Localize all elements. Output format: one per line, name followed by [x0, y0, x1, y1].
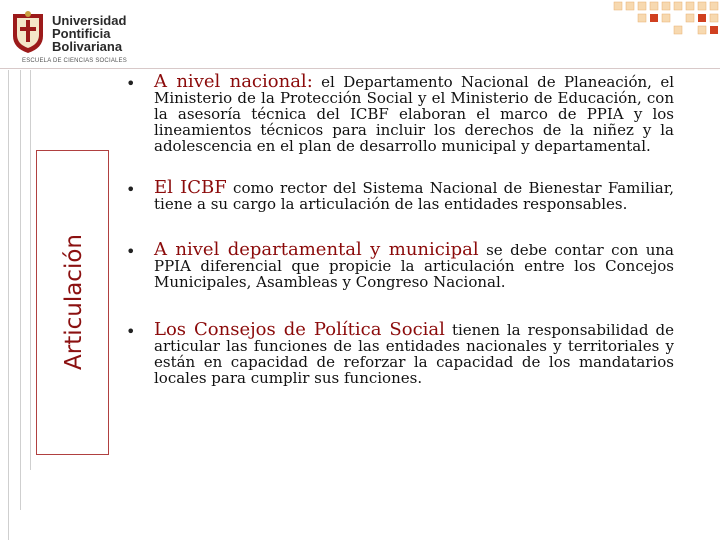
bullet-icon: • — [126, 242, 136, 261]
bullet-body: tienen la responsabilidad de articular las funciones de las entidades nacionales y territoriales y están en capacidad de reforzar la capacidad de los mandatarios locales para cumplir sus funciones. — [154, 321, 674, 387]
corner-grid-decoration — [612, 0, 720, 36]
main-content — [126, 71, 674, 387]
bullet-body: el Departamento Nacional de Planeación, el Ministerio de la Protección Social y el Ministerio de Educación, con la asesoría técnica del ICBF elaboran el marco de PPIA y los lineamientos técnicos para incluir los derechos de la niñez y la adolescencia en el plan de desarrollo municipal y departamental. — [154, 73, 674, 155]
decorative-line — [8, 70, 9, 540]
bullet-lead: Los Consejos de Política Social — [154, 319, 445, 340]
university-name-line: Pontificia — [52, 26, 111, 41]
header-divider — [0, 68, 720, 69]
bullet-text — [154, 319, 674, 387]
section-label: Articulación — [61, 234, 87, 370]
decorative-line — [30, 70, 31, 470]
bullet-icon: • — [126, 322, 136, 341]
header — [0, 0, 720, 70]
bullet-lead: El ICBF — [154, 177, 227, 198]
bullet-icon: • — [126, 180, 136, 199]
decorative-line — [20, 70, 21, 510]
bullet-body: como rector del Sistema Nacional de Bienestar Familiar, tiene a su cargo la articulación de las entidades responsables. — [154, 179, 674, 213]
bullet-lead: A nivel nacional: — [154, 71, 313, 92]
bullet-item — [126, 71, 674, 155]
bullet-text — [154, 177, 674, 213]
school-name: ESCUELA DE CIENCIAS SOCIALES — [22, 58, 127, 64]
bullet-text — [154, 239, 674, 291]
university-crest-icon — [10, 10, 46, 54]
bullet-item — [126, 177, 674, 213]
bullet-item — [126, 319, 674, 387]
bullet-text — [154, 71, 674, 155]
bullet-lead: A nivel departamental y municipal — [154, 239, 479, 260]
bullet-item — [126, 239, 674, 291]
university-name-line: Universidad — [52, 13, 127, 28]
bullet-body: se debe contar con una PPIA diferencial que propicie la articulación entre los Concejos Municipales, Asambleas y Congreso Nacional. — [154, 241, 674, 291]
university-name-line: Bolivariana — [52, 39, 123, 54]
bullet-icon: • — [126, 74, 136, 93]
university-name — [52, 14, 126, 53]
